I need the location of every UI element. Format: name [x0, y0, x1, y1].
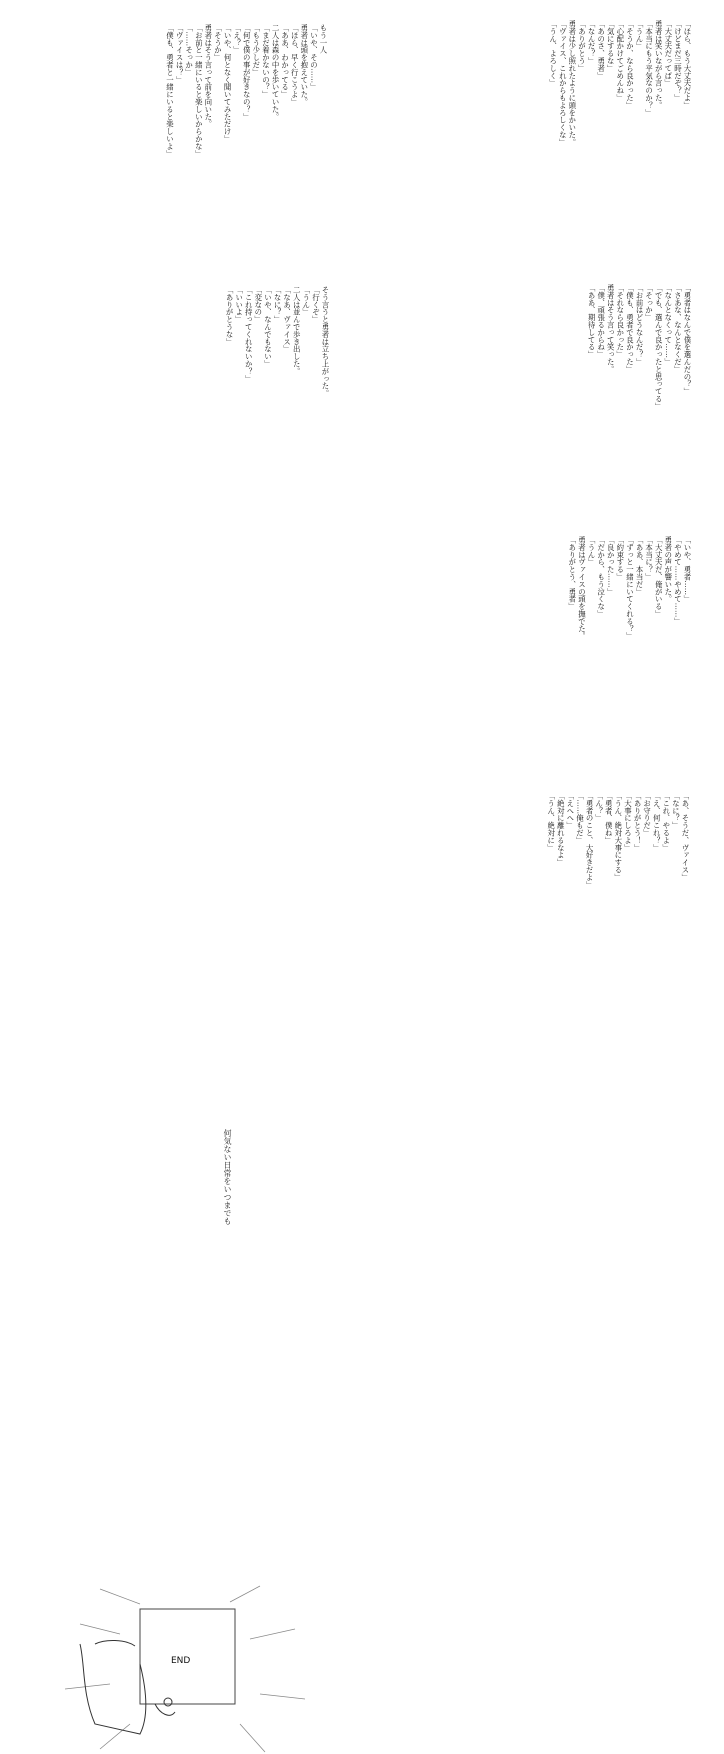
- page-mid-left: [0, 256, 362, 512]
- text-block: 「勇者はなんで僕を選んだの？」 「さあな、なんとなくだ」 「なんとなくって……」 「でも、選んで良かったと思ってる」 「そっか」 「お前はどうなんだ？」 「僕も、勇者で良かった」 「それなら良かった」 勇者はそう言って笑った。 「僕、頑張るからね」 「ああ、期待してる」: [587, 284, 692, 410]
- page-top-right: [362, 0, 724, 256]
- text-block: そう言うと勇者は立ち上がった。 「行くぞ」 「うん」 二人は並んで歩き出した。 「なあ、ヴァイス」 「なに？」 「いや、なんでもない」 「変なの」 「これ持ってくれないか？」 「いいよ」 「ありがとうな」: [225, 286, 330, 397]
- page-lower-right: [362, 512, 724, 768]
- text-block: 「ほら、もう大丈夫だよ」 「けどまだ三時だぞ？」 「大丈夫だってば」 勇者は笑いながら言った。 「本当にもう平気なのか？」 「うん」 「そうか、なら良かった」 「心配かけてごめんね」 「気にするな」 「あのさ、勇者」 「なんだ？」 「ありがとう」 勇者は少し照れたように頭をかいた。 「ヴァイス、これからもよろしくな」 「うん、よろしく」: [548, 20, 692, 146]
- sketch-figure-icon: [60, 1584, 310, 1754]
- chapter-note: 何気ない日常をいつまでも: [223, 1129, 232, 1225]
- page-bottom-right: [362, 768, 724, 1024]
- end-label: END: [171, 1656, 191, 1666]
- page-lower-left: [0, 512, 362, 1225]
- text-block: 「いや、勇者……」 「やめて……やめて……」 勇者の声が響いた。 「大丈夫だ、俺がいる」 「本当に？」 「ああ、本当だ」 「ずっと一緒にいてくれる？」 「約束する」 「良かった……」 「だから、もう泣くな」 「うん」 勇者はヴァイスの頭を撫でた。 「ありがとう、勇者」: [567, 536, 692, 640]
- page-top-left: [0, 0, 362, 256]
- page-mid-right: [362, 256, 724, 512]
- text-block: もう一人 「いや、その……」 勇者は頭を抱えていた。 「ほら、早く行こうよ」 「ああ、わかってる」 二人は森の中を歩いていた。 「まだ着かないの？」 「もう少しだ」 「何で僕の事が好きなの？」 「え？」 「いや、何となく聞いてみただけ」 「そうか」 勇者はそう言って前を向いた。 「お前と一緒にいると楽しいからかな」 「……そっか」 「ヴァイスは？」 「僕も、勇者と一緒にいると楽しいよ」: [165, 24, 328, 158]
- text-block: 「あ、そうだ、ヴァイス」 「なに？」 「これ、やるよ」 「え、何これ？」 「お守りだ」 「ありがとう！」 「大事にしろよ」 「うん、絶対大事にする」 「勇者、僕ね」 「ん？」 「勇者のこと、大好きだよ」 「……俺もだ」 「えへへ」 「絶対に離れるなよ」 「うん、絶対に」: [546, 792, 690, 889]
